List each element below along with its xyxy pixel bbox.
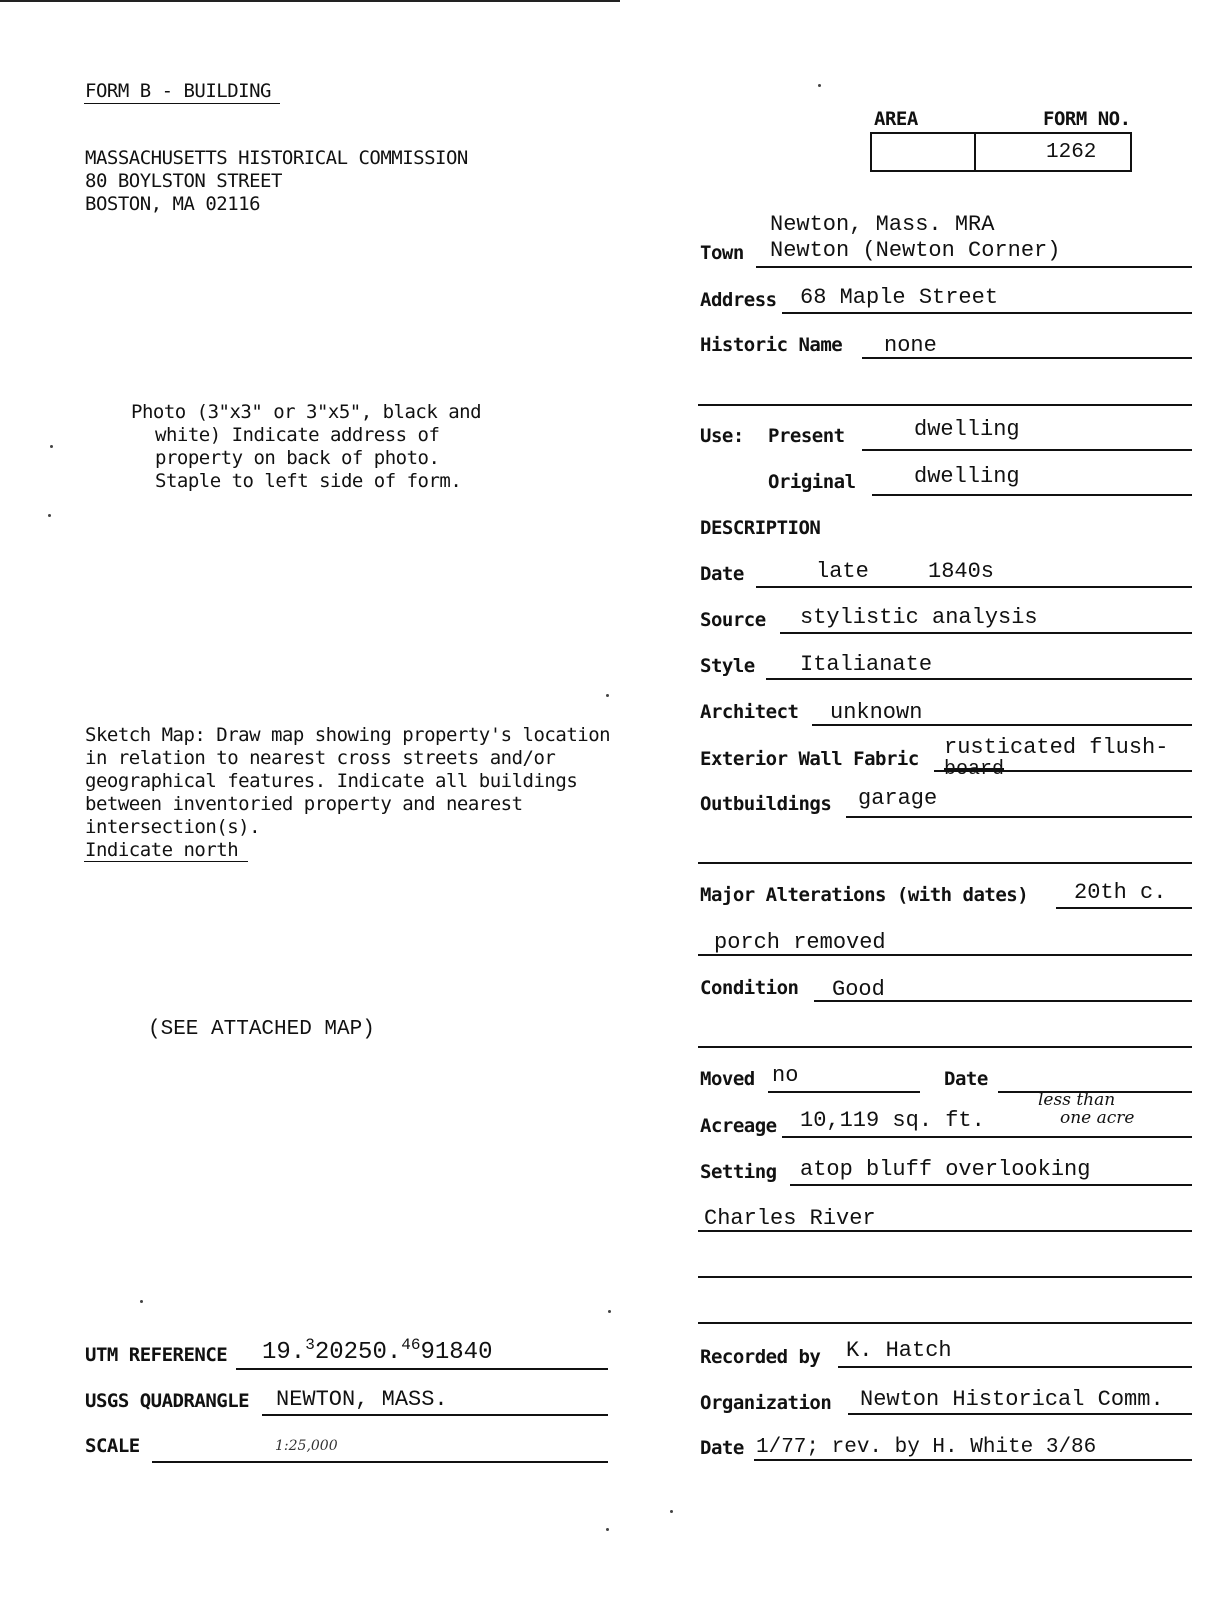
original-label: Original bbox=[768, 471, 856, 493]
original-value: dwelling bbox=[914, 464, 1020, 489]
wall-fabric-label: Exterior Wall Fabric bbox=[700, 748, 919, 770]
id-box-divider bbox=[974, 134, 976, 170]
record-date-value: 1/77; rev. by H. White 3/86 bbox=[756, 1436, 1097, 1459]
scan-speck bbox=[48, 514, 51, 517]
photo-instruction-line-2: white) Indicate address of bbox=[155, 424, 440, 446]
architect-label: Architect bbox=[700, 701, 799, 723]
historic-name-label: Historic Name bbox=[700, 334, 843, 356]
architect-value: unknown bbox=[830, 700, 923, 725]
address-label: Address bbox=[700, 289, 777, 311]
utm-value bbox=[262, 1336, 492, 1366]
form-title bbox=[85, 80, 271, 102]
historic-name-underline bbox=[862, 357, 1192, 359]
organization-label: Organization bbox=[700, 1392, 832, 1414]
top-edge-rule bbox=[0, 0, 620, 2]
present-value: dwelling bbox=[914, 417, 1020, 442]
date-value-b: 1840s bbox=[928, 559, 995, 584]
utm-label: UTM REFERENCE bbox=[85, 1344, 228, 1366]
style-value: Italianate bbox=[800, 652, 933, 677]
usgs-underline bbox=[262, 1414, 608, 1416]
alterations-label: Major Alterations (with dates) bbox=[700, 884, 1029, 906]
address-underline bbox=[782, 312, 1192, 314]
form-title-text: FORM B - BUILDING bbox=[85, 80, 271, 102]
scale-value: 1:25,000 bbox=[275, 1438, 338, 1454]
setting-value: atop bluff overlooking bbox=[800, 1157, 1091, 1182]
setting-extra-line-2 bbox=[698, 1322, 1192, 1324]
area-label: AREA bbox=[874, 108, 918, 130]
photo-instruction-line-1: Photo (3"x3" or 3"x5", black and bbox=[131, 401, 482, 423]
town-underline bbox=[756, 266, 1192, 268]
condition-extra-line bbox=[698, 1046, 1192, 1048]
alterations-value-2: porch removed bbox=[714, 930, 886, 955]
wall-fabric-underline bbox=[934, 770, 1192, 772]
scan-speck bbox=[608, 1310, 611, 1313]
moved-label: Moved bbox=[700, 1068, 755, 1090]
scan-speck bbox=[670, 1510, 673, 1513]
address-value: 68 Maple Street bbox=[800, 285, 999, 310]
scan-speck bbox=[140, 1300, 143, 1303]
setting-label: Setting bbox=[700, 1161, 777, 1183]
description-label: DESCRIPTION bbox=[700, 517, 821, 539]
date-underline bbox=[756, 586, 1192, 588]
wall-fabric-value-2: board bbox=[944, 758, 1005, 781]
utm-easting-prefix: 3 bbox=[305, 1336, 315, 1354]
acreage-value: 10,119 sq. ft. bbox=[800, 1108, 985, 1133]
usgs-value: NEWTON, MASS. bbox=[276, 1387, 448, 1412]
historic-name-value: none bbox=[884, 333, 937, 358]
form-title-underline bbox=[84, 103, 280, 104]
sketch-map-line-3: geographical features. Indicate all buildings bbox=[85, 770, 578, 792]
record-date-underline bbox=[754, 1459, 1192, 1461]
utm-zone: 19. bbox=[262, 1339, 306, 1366]
scan-speck bbox=[606, 1528, 609, 1531]
form-no-label: FORM NO. bbox=[1043, 108, 1131, 130]
acreage-note-line-1: less than bbox=[1038, 1090, 1116, 1110]
commission-city: BOSTON, MA 02116 bbox=[85, 193, 261, 215]
town-label: Town bbox=[700, 242, 744, 264]
style-label: Style bbox=[700, 655, 755, 677]
historic-name-extra-line bbox=[698, 404, 1192, 406]
outbuildings-extra-line bbox=[698, 862, 1192, 864]
organization-value: Newton Historical Comm. bbox=[860, 1387, 1164, 1412]
sketch-map-line-1: Sketch Map: Draw map showing property's location bbox=[85, 724, 611, 746]
condition-underline bbox=[814, 1000, 1192, 1002]
record-date-label: Date bbox=[700, 1437, 744, 1459]
organization-underline bbox=[848, 1413, 1192, 1415]
town-above: Newton, Mass. MRA bbox=[770, 212, 995, 237]
scale-underline bbox=[152, 1461, 608, 1463]
scan-speck bbox=[50, 445, 53, 448]
source-underline bbox=[780, 632, 1192, 634]
alterations-value: 20th c. bbox=[1074, 880, 1167, 905]
utm-easting: 20250. bbox=[314, 1339, 402, 1366]
form-no-value: 1262 bbox=[1046, 141, 1097, 164]
acreage-label: Acreage bbox=[700, 1115, 777, 1137]
moved-underline bbox=[768, 1091, 920, 1093]
present-label: Present bbox=[768, 425, 845, 447]
setting-extra-line-1 bbox=[698, 1276, 1192, 1278]
original-underline bbox=[872, 494, 1192, 496]
style-underline bbox=[766, 678, 1192, 680]
town-value: Newton (Newton Corner) bbox=[770, 238, 1061, 263]
date-label: Date bbox=[700, 563, 744, 585]
recorded-by-underline bbox=[838, 1366, 1192, 1368]
outbuildings-value: garage bbox=[858, 786, 938, 811]
outbuildings-label: Outbuildings bbox=[700, 793, 832, 815]
utm-northing: 91840 bbox=[420, 1339, 493, 1366]
present-underline bbox=[862, 449, 1192, 451]
condition-value: Good bbox=[832, 977, 885, 1002]
source-label: Source bbox=[700, 609, 766, 631]
condition-label: Condition bbox=[700, 977, 799, 999]
indicate-north: Indicate north bbox=[85, 839, 239, 861]
sketch-map-line-4: between inventoried property and nearest bbox=[85, 793, 523, 815]
outbuildings-underline bbox=[846, 816, 1192, 818]
scan-speck bbox=[606, 694, 609, 697]
commission-street: 80 BOYLSTON STREET bbox=[85, 170, 282, 192]
setting-underline bbox=[790, 1184, 1192, 1186]
photo-instruction-line-3: property on back of photo. bbox=[155, 447, 440, 469]
utm-underline bbox=[236, 1368, 608, 1370]
photo-instruction-line-4: Staple to left side of form. bbox=[155, 470, 462, 492]
wall-fabric-value: rusticated flush- bbox=[944, 735, 1169, 760]
source-value: stylistic analysis bbox=[800, 605, 1038, 630]
indicate-north-underline bbox=[84, 861, 248, 862]
alterations-underline bbox=[1056, 907, 1192, 909]
sketch-map-line-5: intersection(s). bbox=[85, 816, 261, 838]
id-box bbox=[870, 132, 1132, 172]
recorded-by-label: Recorded by bbox=[700, 1346, 821, 1368]
use-label: Use: bbox=[700, 425, 744, 447]
utm-northing-prefix: 46 bbox=[401, 1336, 421, 1354]
acreage-underline bbox=[782, 1136, 1192, 1138]
alterations-underline-2 bbox=[698, 954, 1192, 956]
architect-underline bbox=[812, 724, 1192, 726]
see-attached-map: (SEE ATTACHED MAP) bbox=[148, 1018, 375, 1041]
commission-name: MASSACHUSETTS HISTORICAL COMMISSION bbox=[85, 147, 468, 169]
sketch-map-line-2: in relation to nearest cross streets and/or bbox=[85, 747, 556, 769]
scan-speck bbox=[818, 84, 821, 87]
date-value-a: late bbox=[816, 559, 869, 584]
setting-underline-2 bbox=[698, 1230, 1192, 1232]
setting-value-2: Charles River bbox=[704, 1206, 876, 1231]
recorded-by-value: K. Hatch bbox=[846, 1338, 952, 1363]
moved-value: no bbox=[772, 1063, 799, 1088]
usgs-label: USGS QUADRANGLE bbox=[85, 1390, 250, 1412]
scale-label: SCALE bbox=[85, 1435, 140, 1457]
moved-date-label: Date bbox=[944, 1068, 988, 1090]
acreage-note-line-2: one acre bbox=[1060, 1108, 1135, 1128]
